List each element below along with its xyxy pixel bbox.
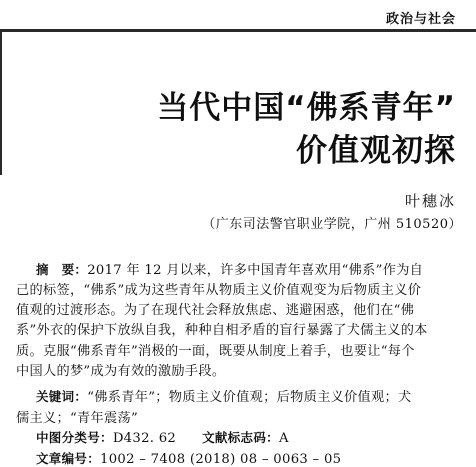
- abstract-line-2: 己的标签，“佛系”成为这些青年从物质主义价值观变为后物质主义价: [16, 283, 422, 298]
- author-affiliation: （广东司法警官职业学院，广州 510520）: [202, 217, 462, 232]
- top-rule: [0, 29, 476, 32]
- abstract-line-1: [36, 259, 423, 278]
- keywords-first-line: “佛系青年”；物质主义价值观；后物质主义价值观；犬: [87, 390, 412, 405]
- abstract-first-line: 2017 年 12 月以来，许多中国青年喜欢用“佛系”作为自: [87, 263, 424, 278]
- keywords-line-1: [36, 386, 412, 405]
- clc-label: 中图分类号：: [36, 430, 113, 445]
- side-rule: [0, 32, 2, 175]
- abstract-line-3: 值观的过渡形态。为了在现代社会释放焦虑、逃避困惑，他们在“佛: [16, 303, 415, 318]
- abstract-line-4: 系”外衣的保护下放纵自我，种种自相矛盾的盲行暴露了犬儒主义的本: [16, 323, 428, 338]
- abstract-line-6: 中国人的梦”成为有效的激励手段。: [16, 364, 226, 379]
- article-title-line-2: 价值观初探: [296, 133, 456, 169]
- clc-value: D432. 62: [112, 431, 177, 446]
- article-number-line: [36, 449, 341, 467]
- doc-code-label: 文献标志码：: [202, 430, 279, 445]
- doc-code-value: A: [278, 431, 289, 446]
- classification-line: [36, 428, 289, 446]
- keywords-line-2: 儒主义；“青年震荡”: [16, 411, 138, 426]
- section-label: 政治与社会: [385, 12, 456, 27]
- article-number-value: 1002 – 7408 (2018) 08 – 0063 – 05: [100, 452, 342, 467]
- article-title-line-1: 当代中国“佛系青年”: [157, 90, 456, 126]
- keywords-label: 关键词：: [36, 389, 88, 404]
- article-number-label: 文章编号：: [36, 451, 101, 466]
- abstract-label: 摘 要：: [36, 262, 88, 277]
- abstract-line-5: 质。克服“佛系青年”消极的一面，既要从制度上着手，也要让“每个: [16, 344, 415, 359]
- author-name: 叶穗冰: [404, 192, 456, 210]
